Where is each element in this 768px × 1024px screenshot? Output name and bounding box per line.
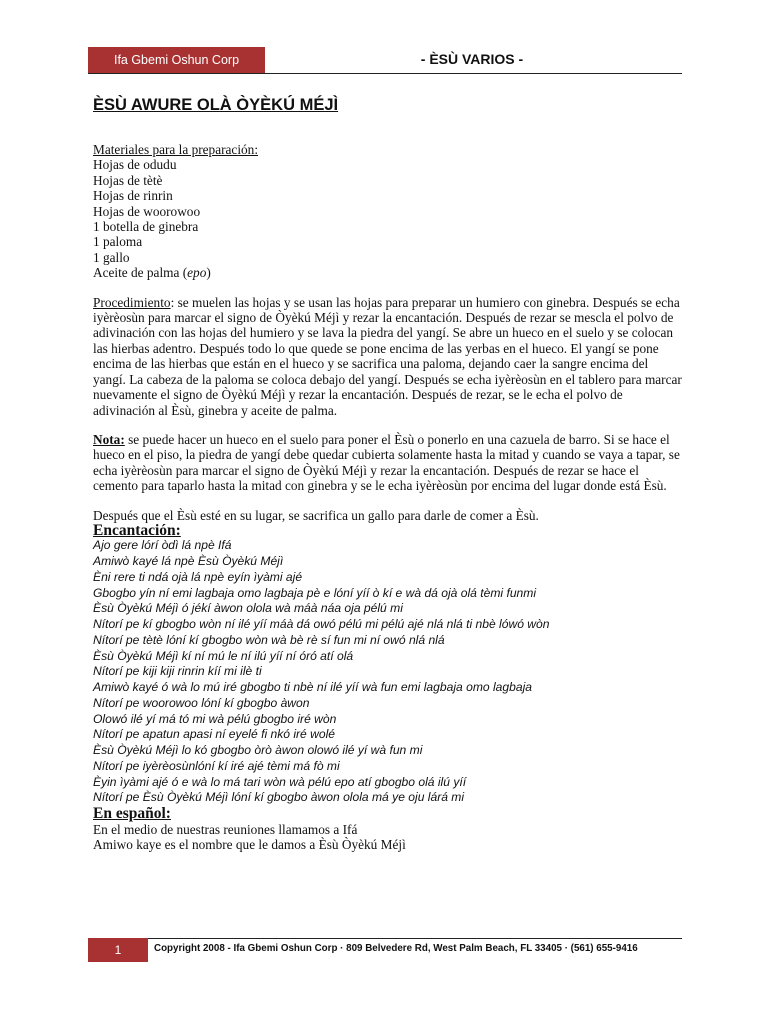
document-title: ÈSÙ AWURE OLÀ ÒYÈKÚ MÉJÌ — [93, 96, 339, 114]
material-item: Hojas de odudu — [93, 157, 177, 173]
incantation-line: Nítorí pe Èsù Òyèkú Méjì lóní kí gbogbo àwon olola má ye oju lárá mi — [93, 790, 465, 805]
material-item: Hojas de woorowoo — [93, 203, 201, 219]
incantation-line: Nítorí pe kí gbogbo wòn ní ilé yíí máà dá owó pélú mi pélú ajé nlá nlá ti nbè lówó wòn — [93, 617, 550, 632]
incantation-line: Nítorí pe apatun apasi ní eyelé fi nkó iré wolé — [93, 727, 336, 742]
header-company-box — [88, 47, 265, 73]
incantation-line: Èsù Òyèkú Méjì ó jékí àwon olola wà máà náa oja pélú mi — [93, 601, 403, 616]
incantation-line: Olowó ilé yí má tó mi wà pélú gbogbo iré wòn — [93, 711, 337, 726]
note-text: se puede hacer un hueco en el suelo para poner el Èsù o ponerlo en una cazuela de barro. Si se hace el hueco en el piso, la piedra de yangí debe quedar cubierta solamente hasta la mitad y cuando se vaya a tapar, se echa iyèrèosùn para marcar el signo de Òyèkú Méjì y rezar la encantación. Después de rezar se hace el cemento para taparlo hasta la mitad con ginebra y se le echa iyèrèosùn por encima del lugar donde está Èsù. — [93, 431, 680, 494]
procedure-text: : se muelen las hojas y se usan las hojas para preparar un humiero con ginebra. Después se echa iyèrèosùn para marcar el signo de Òyèkú Méjì y rezar la encantación. Después de rezar se mescla el polvo de adivinación con las hojas del humiero y se lava la piedra del yangí. Se abre un hueco en el suelo y se colocan las hierbas adentro. Después todo lo que quede se pone encima de las yerbas en el hueco. El yangí se pone encima de las hierbas que están en el hueco y se sacrifica una paloma, dejando caer la sangre encima del yangí. La cabeza de la paloma se coloca debajo del yangí. Después se echa iyèrèosùn en el tablero para marcar nuevamente el signo de Òyèkú Méjì y rezar la encantación. Después de rezar, se le echa el polvo de adivinación al Èsù, ginebra y aceite de palma. — [93, 294, 682, 418]
footer-copyright: Copyright 2008 - Ifa Gbemi Oshun Corp · 809 Belvedere Rd, West Palm Beach, FL 33405 · (561) 655-9416 — [154, 943, 638, 954]
document-body — [93, 142, 683, 852]
incantation-lines — [93, 538, 683, 806]
incantation-line: Èsù Òyèkú Méjì kí ní mú le ní ilú yíí ní óró atí olá — [93, 648, 354, 663]
procedure-paragraph — [93, 295, 683, 418]
incantation-line: Èsù Òyèkú Méjì lo kó gbogbo òrò àwon olowó ilé yí wà fun mi — [93, 743, 423, 758]
incantation-line: Èyin ìyàmi ajé ó e wà lo má tari wòn wà pélú epo atí gbogbo olá ilú yíí — [93, 774, 467, 789]
footer-divider — [88, 938, 682, 939]
palm-oil-yoruba: epo — [187, 265, 207, 281]
material-item: Hojas de tètè — [93, 172, 163, 188]
header-company-name: Ifa Gbemi Oshun Corp — [113, 53, 240, 67]
material-item: 1 paloma — [93, 234, 143, 250]
material-item-palm-oil: Aceite de palma (epo) — [93, 265, 211, 281]
incantation-line: Amiwò kayé lá npè Èsù Òyèkú Méjì — [93, 554, 284, 569]
incantation-line: Èni rere ti ndá ojà lá npè eyín ìyàmi ajé — [93, 569, 303, 584]
spanish-heading: En español: — [93, 805, 171, 823]
header-divider — [88, 73, 682, 74]
incantation-line: Nítorí pe kiji kiji rinrin kíí mi ilè ti — [93, 664, 262, 679]
incantation-line: Amiwò kayé ó wà lo mú iré gbogbo ti nbè ní ilé yíí wà fun emi lagbaja omo lagbaja — [93, 680, 532, 695]
material-item: 1 gallo — [93, 249, 130, 265]
note-paragraph — [93, 432, 683, 494]
incantation-heading: Encantación: — [93, 521, 181, 539]
spanish-line: Amiwo kaye es el nombre que le damos a Èsù Òyèkú Méjì — [93, 836, 406, 852]
incantation-line: Gbogbo yín ní emi lagbaja omo lagbaja pè e lóní yíí ò kí e wà dá ojà olá tèmi funmi — [93, 585, 537, 600]
materials-heading: Materiales para la preparación: — [93, 142, 259, 157]
spanish-line: En el medio de nuestras reuniones llamamos a Ifá — [93, 821, 358, 837]
page-number: 1 — [114, 943, 122, 957]
material-item: 1 botella de ginebra — [93, 219, 199, 235]
after-paragraph: Después que el Èsù esté en su lugar, se sacrifica un gallo para darle de comer a Èsù. — [93, 507, 539, 523]
header-section-title: - ÈSÙ VARIOS - — [420, 51, 524, 67]
material-item: Hojas de rinrin — [93, 188, 173, 204]
incantation-line: Nítorí pe woorowoo lóní kí gbogbo àwon — [93, 695, 310, 710]
materials-section — [93, 142, 683, 281]
note-label: Nota: — [93, 431, 125, 447]
page-number-box — [88, 938, 148, 962]
incantation-line: Nítorí pe tètè lóní kí gbogbo wòn wà bè rè sí fun mi ní owó nlá nlá — [93, 632, 445, 647]
procedure-label: Procedimiento — [93, 294, 171, 310]
incantation-line: Nítorí pe iyèrèosùnlóní kí iré ajé tèmi má fò mi — [93, 758, 340, 773]
incantation-line: Ajo gere lórí òdì lá npè Ifá — [93, 538, 232, 553]
